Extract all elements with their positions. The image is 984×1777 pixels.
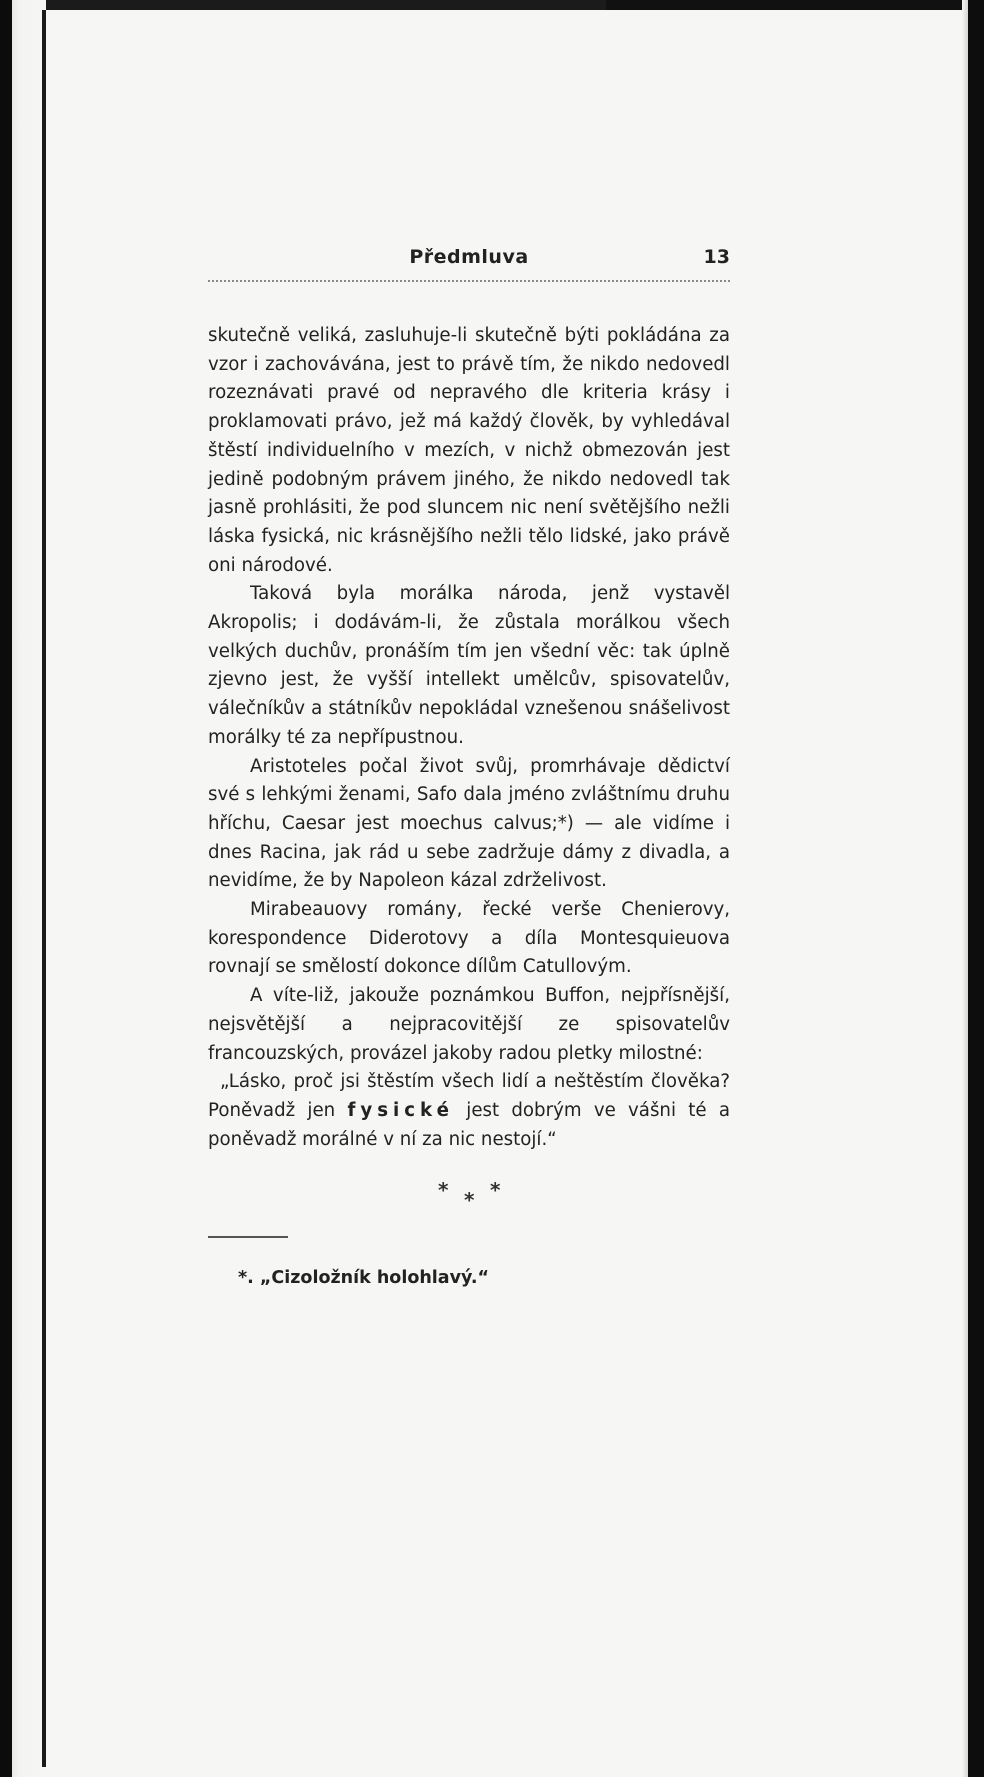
paragraph-5: A víte-liž, jakouže poznámkou Buffon, nejpřísnější, nejsvětější a nejpracovitější ze spisovatelův francouzských, provázel jakoby radou pletky milostné:	[208, 985, 730, 1064]
paragraph-3: Aristoteles počal život svůj, promrhávaje dědictví své s lehkými ženami, Safo dala jméno zvláštnímu druhu hříchu, Caesar jest moechus calvus;*) — ale vidíme i dnes Racina, jak rád u sebe zadržuje dámy z divadla, a nevidíme, že by Napoleon kázal zdrželivost.	[208, 755, 730, 892]
scan-top-border-inner	[46, 0, 606, 10]
asterisk-middle: *	[464, 1188, 475, 1213]
asterisk-left: *	[438, 1178, 449, 1203]
paragraph-4: Mirabeauovy romány, řecké verše Chenierovy, korespondence Diderotovy a díla Montesquieuova rovnají se smělostí dokonce dílům Catullovým.	[208, 899, 730, 978]
asterisk-right: *	[490, 1178, 501, 1203]
footnote-rule	[208, 1236, 288, 1238]
quote-text-end: jest dobrým ve vášni té a poněvadž morálné v ní za nic nestojí.“	[208, 1099, 730, 1150]
page-gutter	[12, 0, 46, 1777]
gutter-line	[42, 10, 46, 1767]
quote-paragraph	[208, 1068, 730, 1154]
running-title: Předmluva	[409, 246, 529, 268]
quote-text-start: „Lásko, proč jsi štěstím všech lidí a neštěstím člověka? Poněvadž jen	[208, 1071, 730, 1121]
asterism	[208, 1176, 730, 1218]
page-content	[208, 240, 730, 1288]
body-text	[208, 322, 730, 1154]
paragraph-1: skutečně veliká, zasluhuje-li skutečně býti pokládána za vzor i zachovávána, jest to právě tím, že nikdo nedovedl rozeznávati pravé od nepravého dle kriteria krásy i proklamovati právo, jež má každý člověk, by vyhledával štěstí individuelního v mezích, v nichž obmezován jest jedině podobným právem jiného, že nikdo nedovedl tak jasně prohlásiti, že pod sluncem nic není světějšího nežli láska fysická, nic krásnějšího nežli tělo lidské, jako právě oni národové.	[208, 325, 730, 576]
page-number: 13	[703, 246, 730, 268]
book-binding-shadow	[0, 0, 12, 1777]
paragraph-2: Taková byla morálka národa, jenž vystavěl Akropolis; i dodávám-li, že zůstala morálkou všech velkých duchův, pronáším tím jen všední věc: tak úplně zjevno jest, že vyšší intellekt umělcův, spisovatelův, válečníkův a státníkův nepokládal vznešenou snášelivost morálky té za nepřípustnou.	[208, 583, 730, 748]
page-header	[208, 240, 730, 282]
quote-emphasis: fysické	[347, 1099, 455, 1121]
scan-right-border	[968, 0, 984, 1777]
footnote: *. „Cizoložník holohlavý.“	[238, 1268, 489, 1289]
